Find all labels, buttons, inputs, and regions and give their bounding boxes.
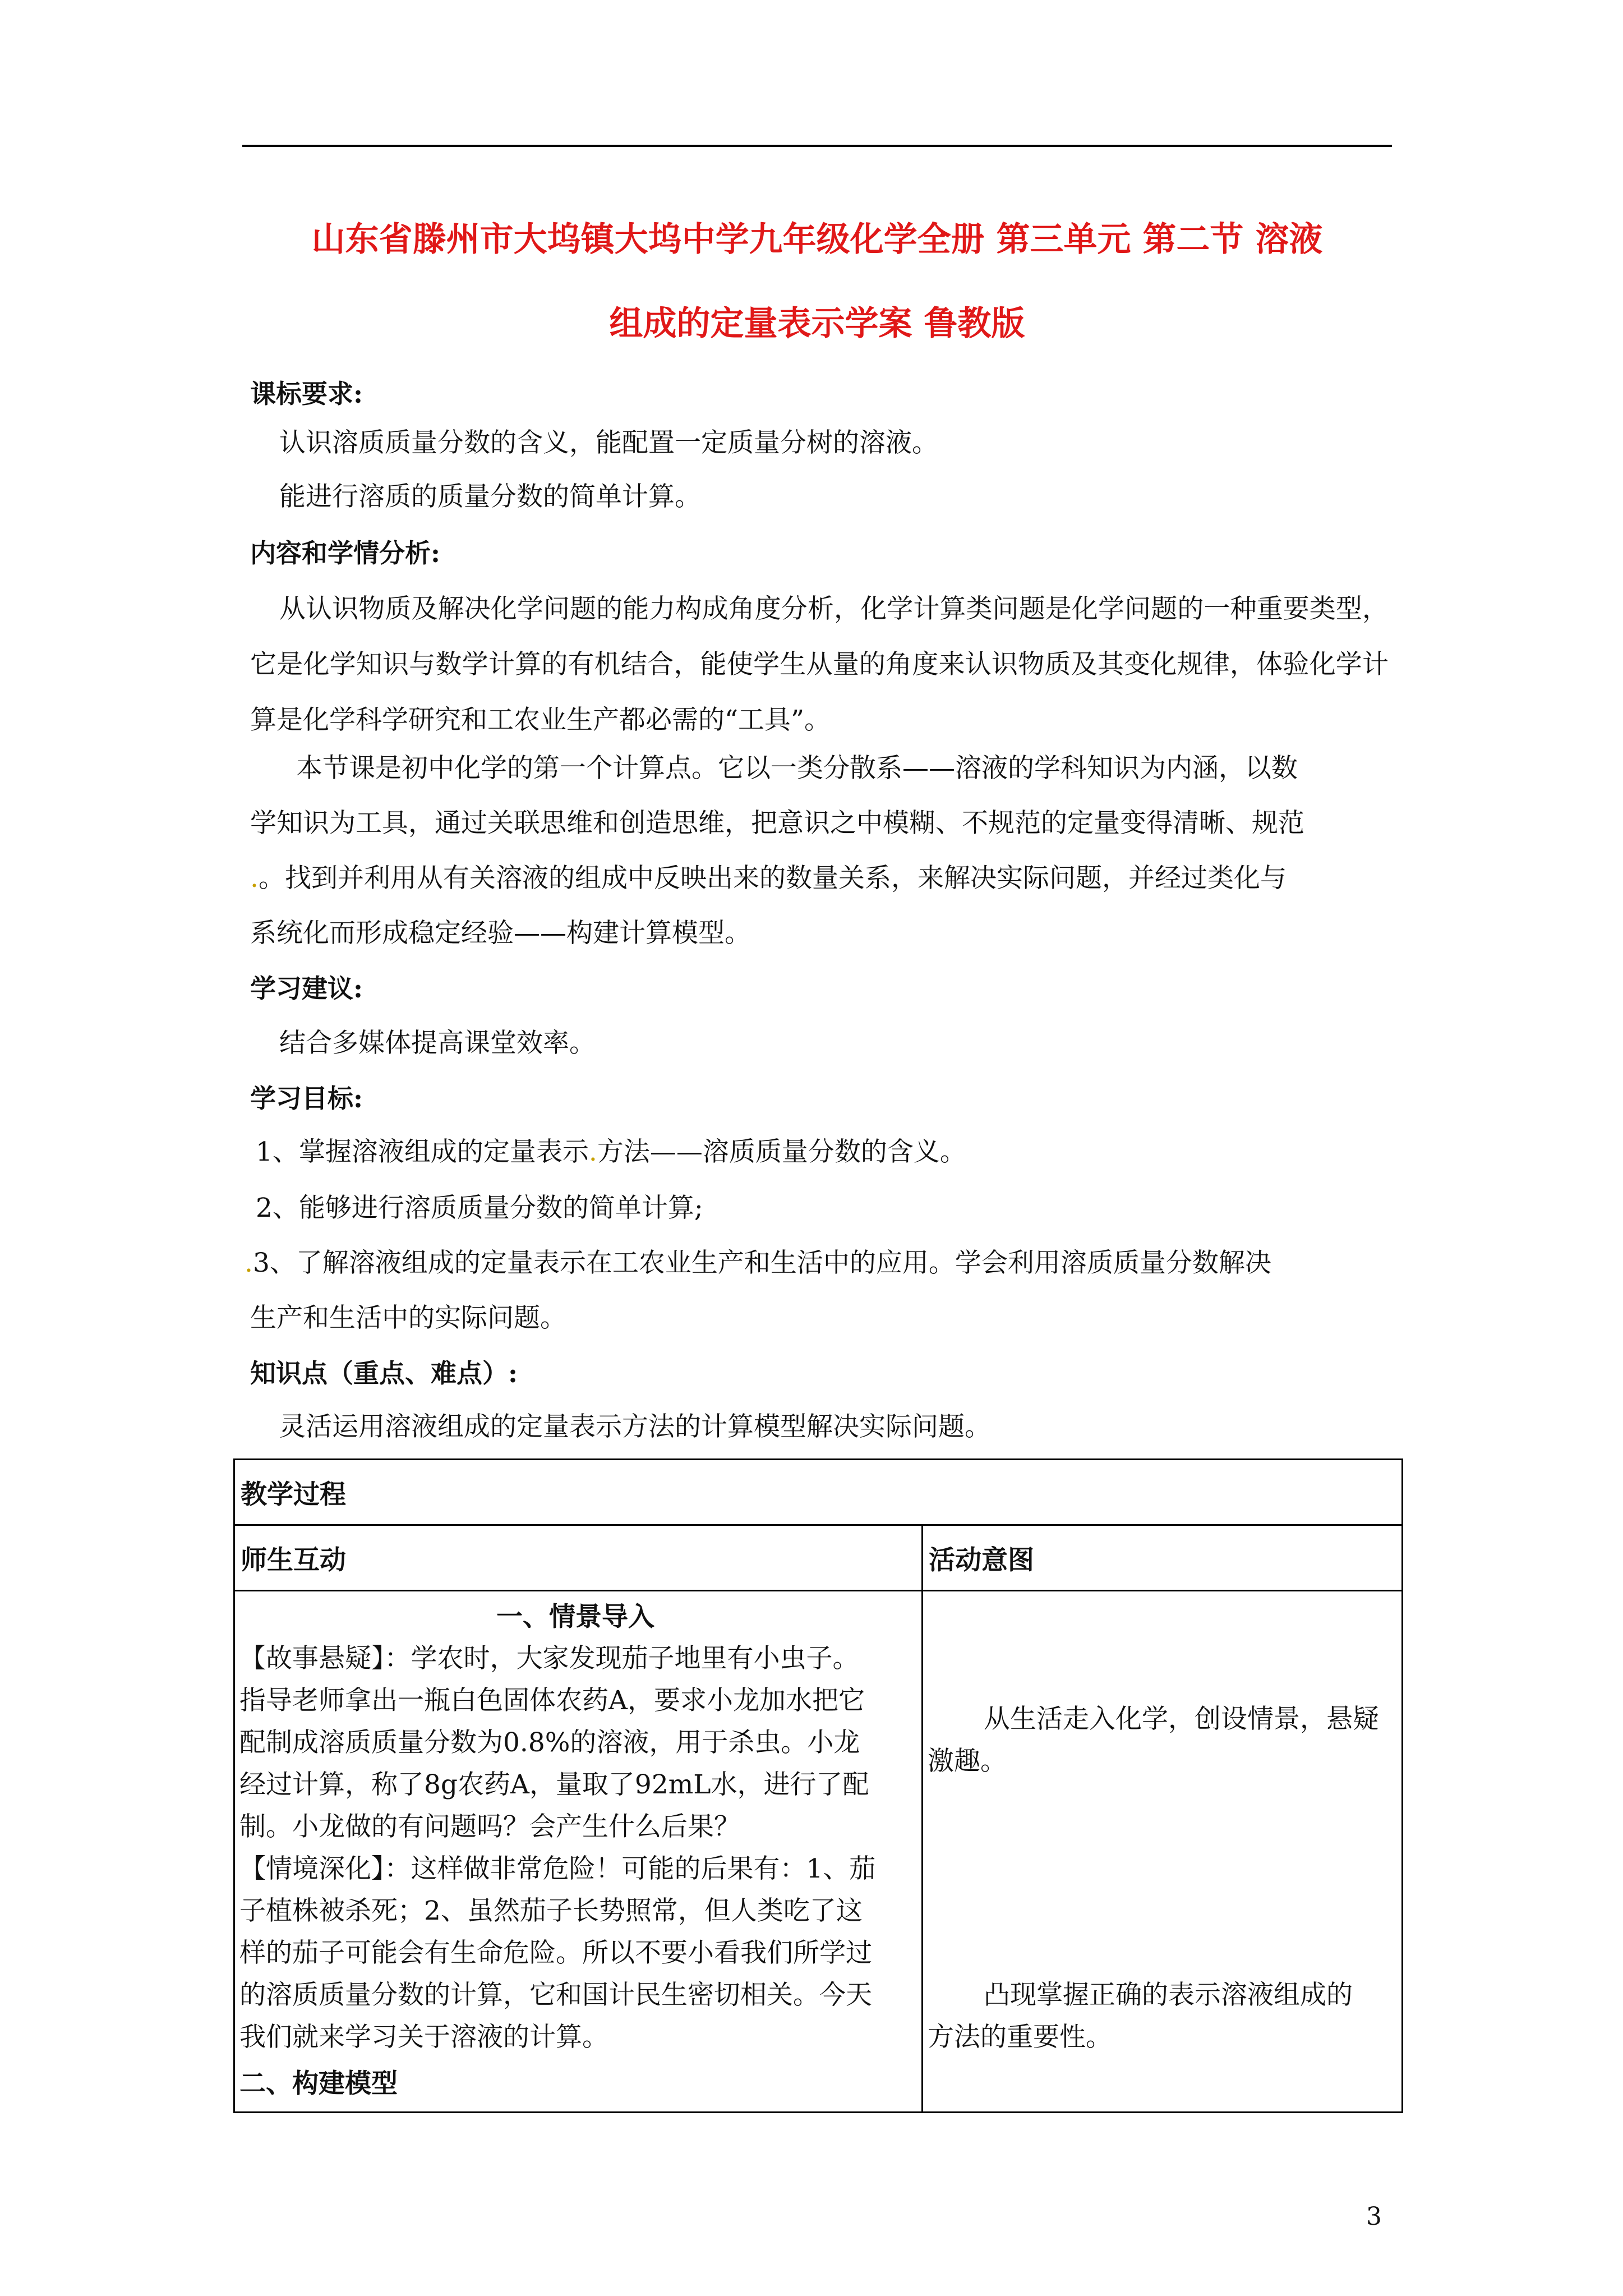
analysis-p2-line	[250, 862, 1287, 895]
standards-heading: 课标要求:	[250, 379, 363, 409]
intent-cell	[923, 1591, 1403, 2113]
suggest-heading: 学习建议:	[250, 973, 363, 1004]
standards-item: 认识溶质质量分数的含义，能配置一定质量分树的溶液。	[279, 427, 938, 458]
key-heading: 知识点（重点、难点）:	[250, 1358, 518, 1388]
text-line: 凸现掌握正确的表示溶液组成的	[984, 1980, 1353, 2010]
column-header-intent: 活动意图	[923, 1525, 1403, 1591]
text-line: 【故事悬疑】：学农时，大家发现茄子地里有小虫子。	[239, 1643, 859, 1674]
doc-title-line1: 山东省滕州市大坞镇大坞中学九年级化学全册 第三单元 第二节 溶液	[311, 220, 1323, 259]
column-header-interaction: 师生互动	[234, 1525, 923, 1591]
analysis-p2-line: 学知识为工具，通过关联思维和创造思维，把意识之中模糊、不规范的定量变得清晰、规范	[250, 808, 1304, 839]
intent-text	[928, 1698, 1410, 1782]
goal-text: 1、掌握溶液组成的定量表示	[256, 1137, 589, 1167]
goal-item: 2、能够进行溶质质量分数的简单计算;	[256, 1193, 703, 1223]
goal-item	[256, 1135, 966, 1169]
stray-dot: .	[250, 863, 259, 894]
header-rule	[242, 145, 1392, 147]
section-title: 二、构建模型	[239, 2068, 398, 2099]
text-line: 【情境深化】：这样做非常危险！可能的后果有：1、茄	[239, 1853, 876, 1884]
page-number: 3	[1366, 2202, 1382, 2231]
text-line: 从生活走入化学，创设情景，悬疑	[984, 1704, 1379, 1734]
text-line: 配制成溶质质量分数为0.8%的溶液，用于杀虫。小龙	[239, 1727, 860, 1758]
text-line: 我们就来学习关于溶液的计算。	[239, 2022, 608, 2053]
text-line: 制。小龙做的有问题吗？会产生什么后果？	[239, 1811, 740, 1842]
goal-text: 3、了解溶液组成的定量表示在工农业生产和生活中的应用。学会利用溶质质量分数解决	[252, 1248, 1271, 1278]
text-line: 经过计算，称了8g农药A，量取了92mL水，进行了配	[239, 1769, 869, 1800]
analysis-heading: 内容和学情分析:	[250, 538, 440, 568]
teaching-process-table	[233, 1458, 1403, 2113]
text-line: 激趣。	[928, 1746, 1007, 1777]
goal-text: 方法——溶质质量分数的含义。	[597, 1137, 966, 1167]
doc-title-line2: 组成的定量表示学案 鲁教版	[609, 304, 1025, 343]
interaction-text	[239, 1637, 912, 2058]
text-line: 子植株被杀死；2、虽然茄子长势照常，但人类吃了这	[239, 1895, 863, 1926]
analysis-p2-text: 。找到并利用从有关溶液的组成中反映出来的数量关系，来解决实际问题，并经过类化与	[258, 863, 1287, 894]
suggest-item: 结合多媒体提高课堂效率。	[279, 1028, 596, 1059]
goals-heading: 学习目标:	[250, 1083, 363, 1114]
section-title: 一、情景导入	[496, 1602, 654, 1632]
goal-item-continued: 生产和生活中的实际问题。	[250, 1303, 566, 1333]
table-header: 教学过程	[234, 1460, 1403, 1525]
stray-dot: .	[245, 1248, 253, 1278]
interaction-cell	[234, 1591, 923, 2113]
text-line: 方法的重要性。	[928, 2022, 1112, 2053]
text-line: 样的茄子可能会有生命危险。所以不要小看我们所学过	[239, 1938, 872, 1968]
stray-dot: .	[588, 1137, 597, 1167]
text-line: 指导老师拿出一瓶白色固体农药A，要求小龙加水把它	[239, 1685, 865, 1716]
analysis-p2-line: 本节课是初中化学的第一个计算点。它以一类分散系——溶液的学科知识为内涵，以数	[296, 753, 1298, 784]
standards-item: 能进行溶质的质量分数的简单计算。	[279, 481, 701, 512]
text-line: 的溶质质量分数的计算，它和国计民生密切相关。今天	[239, 1980, 872, 2010]
goal-item	[245, 1246, 1271, 1280]
key-item: 灵活运用溶液组成的定量表示方法的计算模型解决实际问题。	[279, 1411, 991, 1442]
intent-text	[928, 1974, 1410, 2058]
analysis-paragraph-1: 从认识物质及解决化学问题的能力构成角度分析，化学计算类问题是化学问题的一种重要类型，它是化学知识与数学计算的有机结合，能使学生从量的角度来认识物质及其变化规律，体验化学计算是化学科学研究和工农业生产都必需的“工具”。	[250, 593, 1389, 735]
analysis-p2-line: 系统化而形成稳定经验——构建计算模型。	[250, 918, 751, 949]
